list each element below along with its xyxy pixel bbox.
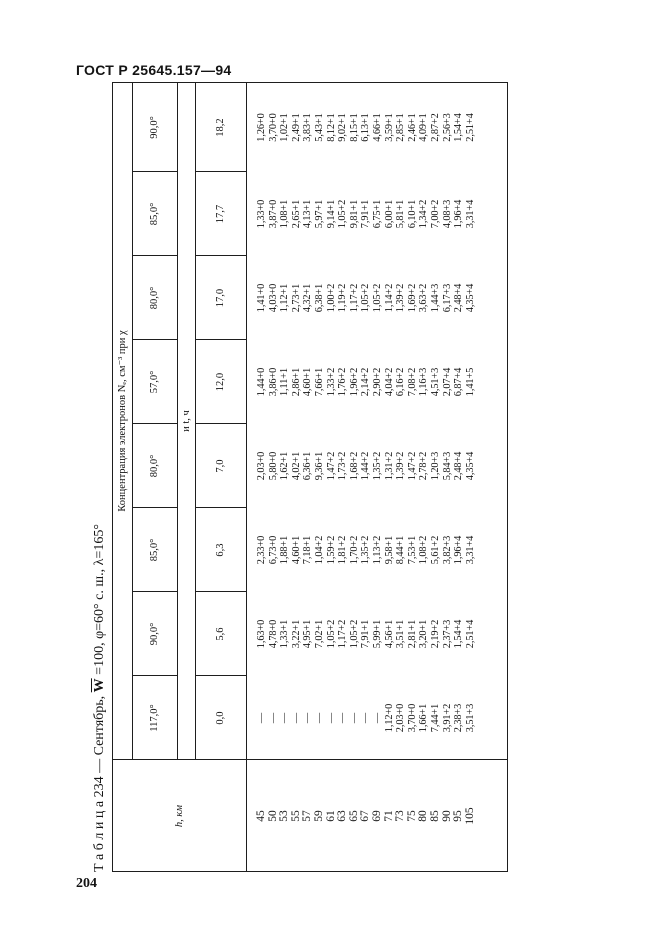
- density-value: 1,04+2: [313, 535, 325, 565]
- density-value: 3,70+0: [267, 113, 279, 142]
- density-value: 2,38+3: [453, 703, 465, 733]
- density-value: 6,13+1: [360, 113, 372, 142]
- density-value: 1,59+2: [325, 535, 337, 565]
- height-value: 75: [405, 810, 418, 822]
- density-value: 1,19+2: [337, 283, 349, 313]
- t-header: 17,7: [215, 204, 226, 224]
- table-bottom-rule: [507, 82, 508, 872]
- chi-header: 85,0°: [149, 202, 160, 226]
- height-value: 80: [417, 810, 430, 822]
- chi-header: 90,0°: [149, 116, 160, 139]
- density-value: 1,17+2: [348, 283, 360, 313]
- chi-header: 80,0°: [149, 454, 160, 478]
- height-value: 90: [440, 810, 453, 822]
- density-value: 4,35+4: [464, 283, 476, 313]
- density-value: 1,00+2: [325, 283, 337, 313]
- density-value: 1,02+1: [279, 113, 291, 142]
- t-header: 12,0: [215, 372, 226, 392]
- height-value: 95: [452, 810, 465, 822]
- density-value: 1,35+2: [371, 451, 383, 481]
- density-value: 4,09+1: [418, 113, 430, 142]
- density-value: 4,32+1: [302, 283, 314, 313]
- density-value: 2,49+1: [290, 113, 302, 142]
- density-value: —: [325, 712, 337, 724]
- density-value: 6,87+4: [453, 367, 465, 397]
- density-value: 2,46+1: [406, 113, 418, 142]
- density-value: 1,05+2: [348, 619, 360, 649]
- density-column: [256, 83, 476, 172]
- rotated-table-block: [88, 82, 508, 872]
- density-value: 8,12+1: [325, 113, 337, 142]
- density-value: —: [371, 712, 383, 724]
- chi-header: 57,0°: [149, 370, 160, 394]
- height-value: 50: [266, 810, 279, 822]
- density-value: 6,16+2: [395, 367, 407, 397]
- density-value: 6,38+1: [313, 283, 325, 313]
- density-value: 2,48+4: [453, 451, 465, 481]
- density-value: 6,17+3: [441, 283, 453, 313]
- density-value: 4,56+1: [383, 619, 395, 649]
- height-column: [256, 760, 476, 872]
- density-value: 4,35+4: [464, 451, 476, 481]
- caption-prefix: Т а б л и ц а 234 — Сентябрь,: [92, 692, 107, 872]
- density-value: 4,08+3: [441, 199, 453, 229]
- density-value: 1,08+1: [279, 199, 291, 229]
- density-value: 9,58+1: [383, 535, 395, 565]
- density-value: 3,31+4: [464, 535, 476, 565]
- density-value: 1,76+2: [337, 367, 349, 397]
- electron-density-table: [112, 82, 508, 872]
- density-value: 1,54+4: [453, 619, 465, 649]
- density-value: 8,44+1: [395, 535, 407, 565]
- density-value: 3,20+1: [418, 619, 430, 649]
- density-value: 2,03+0: [395, 703, 407, 733]
- density-value: 2,78+2: [418, 451, 430, 481]
- density-value: 9,36+1: [313, 451, 325, 481]
- density-value: 1,11+1: [279, 368, 291, 396]
- row-header-label: h, км: [173, 804, 185, 828]
- density-value: 4,02+1: [290, 451, 302, 481]
- density-value: 1,05+2: [337, 199, 349, 229]
- density-value: 4,13+1: [302, 199, 314, 229]
- density-value: 1,31+2: [383, 451, 395, 481]
- density-value: 7,91+1: [360, 619, 372, 649]
- density-value: 3,51+1: [395, 619, 407, 649]
- density-value: 2,37+3: [441, 619, 453, 649]
- density-value: 2,81+1: [406, 619, 418, 649]
- density-value: 1,47+2: [406, 451, 418, 481]
- density-value: 1,33+0: [256, 199, 267, 229]
- density-value: 1,96+2: [348, 367, 360, 397]
- density-value: 5,99+1: [371, 619, 383, 649]
- density-value: 7,91+1: [360, 199, 372, 229]
- caption-suffix: =100, φ=60° с. ш., λ=165°: [92, 524, 107, 679]
- density-value: 1,63+0: [256, 619, 267, 649]
- density-value: 7,08+2: [406, 367, 418, 397]
- density-column: [256, 256, 476, 340]
- t-header: 7,0: [215, 459, 226, 473]
- height-value: 73: [394, 810, 407, 822]
- density-value: 1,88+1: [279, 535, 291, 565]
- sub-header: и t, ч: [180, 410, 192, 432]
- density-value: 1,69+2: [406, 283, 418, 313]
- density-value: 3,87+0: [267, 199, 279, 229]
- density-value: 2,07+4: [441, 367, 453, 397]
- density-value: 5,61+2: [429, 535, 441, 565]
- height-value: 61: [324, 810, 337, 822]
- density-value: 2,19+2: [429, 619, 441, 649]
- density-value: 1,26+0: [256, 113, 267, 142]
- density-value: 4,51+3: [429, 367, 441, 397]
- density-value: 1,05+2: [325, 619, 337, 649]
- density-value: 1,12+0: [383, 703, 395, 733]
- density-value: 7,18+1: [302, 535, 314, 565]
- density-value: —: [256, 712, 267, 724]
- caption-w-symbol: $\overline{W}$: [92, 678, 107, 693]
- density-value: 4,04+2: [383, 367, 395, 397]
- density-value: 4,66+1: [371, 113, 383, 142]
- table-caption: [88, 82, 112, 872]
- density-value: 3,22+1: [290, 619, 302, 649]
- density-value: 1,96+4: [453, 535, 465, 565]
- density-value: 3,59+1: [383, 113, 395, 142]
- density-value: —: [348, 712, 360, 724]
- density-value: 1,33+2: [325, 367, 337, 397]
- density-value: 1,68+2: [348, 451, 360, 481]
- t-header: 17,0: [215, 288, 226, 308]
- density-value: 1,73+2: [337, 451, 349, 481]
- density-value: 1,96+4: [453, 199, 465, 229]
- chi-header: 90,0°: [149, 622, 160, 646]
- density-value: 3,86+0: [267, 367, 279, 397]
- density-value: 2,51+4: [464, 619, 476, 649]
- density-value: 1,05+2: [360, 283, 372, 313]
- density-value: 3,91+2: [441, 703, 453, 733]
- density-value: 1,33+1: [279, 619, 291, 649]
- density-value: 3,83+1: [302, 113, 314, 142]
- density-value: 6,10+1: [406, 199, 418, 229]
- density-value: —: [267, 712, 279, 724]
- density-value: 1,17+2: [337, 619, 349, 649]
- height-value: 69: [370, 810, 383, 822]
- density-value: —: [313, 712, 325, 724]
- density-value: 6,36+1: [302, 451, 314, 481]
- chi-header: 117,0°: [149, 704, 160, 732]
- t-header: 5,6: [215, 627, 226, 641]
- density-value: 1,20+3: [429, 451, 441, 481]
- density-value: 7,53+1: [406, 535, 418, 565]
- density-value: 2,48+4: [453, 283, 465, 313]
- density-value: 1,39+2: [395, 283, 407, 313]
- density-value: 4,78+0: [267, 619, 279, 649]
- density-value: 1,12+1: [279, 283, 291, 313]
- height-value: 71: [382, 810, 395, 822]
- density-value: —: [302, 712, 314, 724]
- density-value: 1,16+3: [418, 367, 430, 397]
- density-column: [256, 424, 476, 508]
- density-column: [256, 676, 476, 760]
- page-number: 204: [76, 876, 97, 891]
- density-value: 4,95+1: [302, 619, 314, 649]
- density-value: —: [279, 712, 291, 724]
- density-value: 2,51+4: [464, 113, 476, 142]
- density-value: 5,80+0: [267, 451, 279, 481]
- t-header: 0,0: [215, 711, 226, 725]
- density-value: —: [337, 712, 349, 724]
- density-value: 3,63+2: [418, 283, 430, 313]
- density-value: 1,41+0: [256, 283, 267, 313]
- density-value: 9,02+1: [337, 113, 349, 142]
- chi-header: 85,0°: [149, 538, 160, 562]
- density-value: 1,47+2: [325, 451, 337, 481]
- height-value: 45: [255, 810, 267, 822]
- density-value: 2,86+1: [290, 367, 302, 397]
- density-value: 2,87+2: [429, 113, 441, 142]
- height-value: 67: [359, 810, 372, 822]
- height-value: 65: [347, 810, 360, 822]
- density-column: [256, 508, 476, 592]
- density-value: 1,70+2: [348, 535, 360, 565]
- height-value: 63: [336, 810, 349, 822]
- density-value: 6,73+0: [267, 535, 279, 565]
- density-value: 4,60+1: [290, 535, 302, 565]
- density-value: 3,31+4: [464, 199, 476, 229]
- density-value: 2,90+2: [371, 367, 383, 397]
- density-value: 1,66+1: [418, 703, 430, 733]
- density-value: 1,13+2: [371, 535, 383, 565]
- density-value: 1,54+4: [453, 113, 465, 142]
- density-value: 5,97+1: [313, 199, 325, 229]
- density-value: 2,73+1: [290, 283, 302, 313]
- density-value: 5,43+1: [313, 113, 325, 142]
- header-bottom-rule: [246, 82, 247, 872]
- density-value: 6,00+1: [383, 199, 395, 229]
- density-value: 1,44+0: [256, 367, 267, 397]
- density-value: 3,82+3: [441, 535, 453, 565]
- density-value: 2,56+3: [441, 113, 453, 142]
- density-value: 1,35+2: [360, 535, 372, 565]
- density-value: 5,84+3: [441, 451, 453, 481]
- density-value: 1,81+2: [337, 535, 349, 565]
- density-value: 4,60+1: [302, 367, 314, 397]
- density-column: [256, 172, 476, 256]
- density-value: 1,05+2: [371, 283, 383, 313]
- page-header: ГОСТ Р 25645.157—94: [76, 62, 232, 78]
- t-header: 18,2: [215, 118, 226, 137]
- density-value: 2,33+0: [256, 535, 267, 565]
- density-value: 2,03+0: [256, 451, 267, 481]
- density-value: 1,44+3: [429, 283, 441, 313]
- height-value: 59: [312, 810, 325, 822]
- density-value: 6,75+1: [371, 199, 383, 229]
- density-value: —: [290, 712, 302, 724]
- density-value: —: [360, 712, 372, 724]
- density-value: 1,41+5: [464, 367, 476, 397]
- density-value: 7,02+1: [313, 619, 325, 649]
- density-value: 5,81+1: [395, 199, 407, 229]
- density-value: 8,15+1: [348, 113, 360, 142]
- density-value: 4,03+0: [267, 283, 279, 313]
- density-value: 1,14+2: [383, 283, 395, 313]
- density-value: 7,44+1: [429, 703, 441, 733]
- density-value: 9,81+1: [348, 199, 360, 229]
- density-value: 2,85+1: [395, 113, 407, 142]
- chi-header: 80,0°: [149, 286, 160, 310]
- density-value: 1,44+2: [360, 451, 372, 481]
- density-value: 9,14+1: [325, 199, 337, 229]
- height-value: 85: [428, 810, 441, 822]
- t-header: 6,3: [215, 543, 226, 557]
- density-value: 7,66+1: [313, 367, 325, 397]
- height-value: 57: [301, 810, 314, 822]
- density-value: 2,14+2: [360, 367, 372, 397]
- height-value: 53: [278, 810, 291, 822]
- density-value: 1,39+2: [395, 451, 407, 481]
- density-value: 3,51+3: [464, 703, 476, 733]
- density-value: 2,65+1: [290, 199, 302, 229]
- group-header: Концентрация электронов Nₑ, см⁻³ при χ: [117, 330, 128, 512]
- density-column: [256, 340, 476, 424]
- density-column: [256, 592, 476, 676]
- density-value: 1,62+1: [279, 451, 291, 481]
- density-value: 3,70+0: [406, 703, 418, 733]
- height-value: 55: [289, 810, 302, 822]
- density-value: 1,08+2: [418, 535, 430, 565]
- height-value: 105: [463, 807, 476, 825]
- density-value: 7,00+2: [429, 199, 441, 229]
- density-value: 1,34+2: [418, 199, 430, 229]
